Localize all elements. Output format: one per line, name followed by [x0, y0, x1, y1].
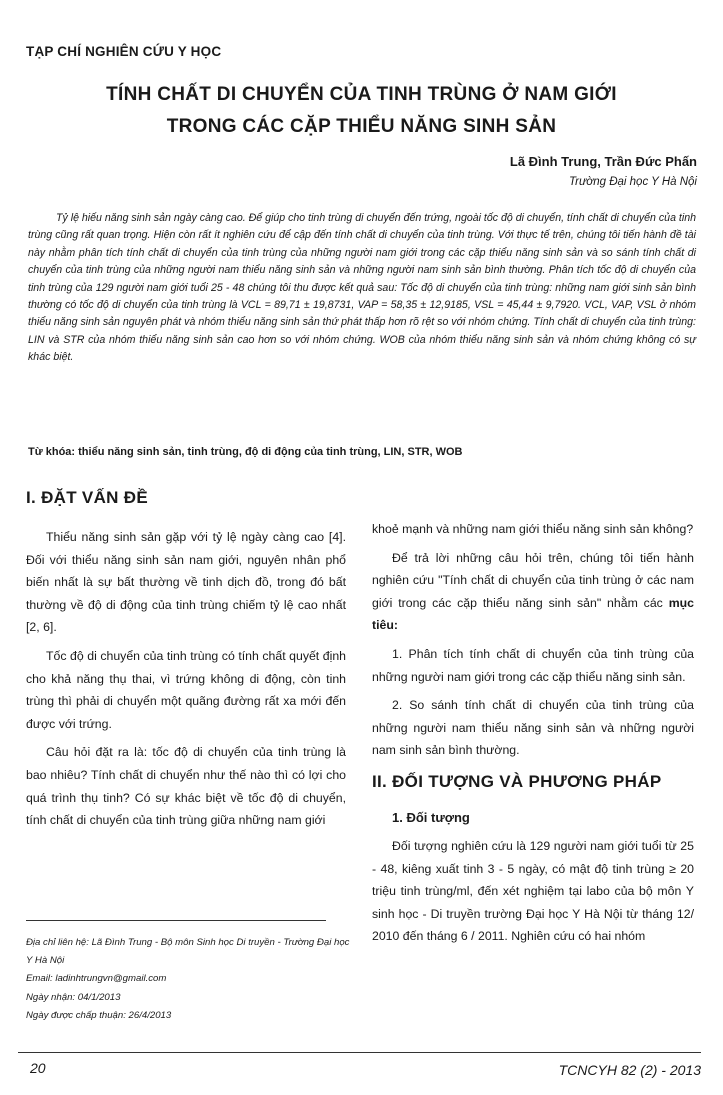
- authors: Lã Đình Trung, Trần Đức Phấn: [509, 154, 697, 169]
- journal-header: TẠP CHÍ NGHIÊN CỨU Y HỌC: [26, 44, 222, 59]
- keywords: Từ khóa: thiểu năng sinh sản, tinh trùng, độ di động của tinh trùng, LIN, STR, WOB: [28, 446, 463, 458]
- subsection-heading: 1. Đối tượng: [392, 809, 470, 825]
- paragraph-objectives: [372, 547, 694, 637]
- paragraph: Tốc độ di chuyển của tinh trùng có tính chất quyết định cho khả năng thụ thai, vì trứng không di động, còn tinh trùng thì phải di chuyển một quãng đường rất xa mới đến được với trứng.: [26, 648, 346, 731]
- objective-item: 1. Phân tích tính chất di chuyển của tinh trùng của những người nam giới trong các cặp thiểu năng sinh sản.: [372, 646, 694, 684]
- objectives-label: mục tiêu:: [372, 595, 694, 633]
- right-column: [372, 518, 694, 954]
- article-title-line-2: TRONG CÁC CẶP THIỂU NĂNG SINH SẢN: [166, 116, 557, 137]
- affiliation: Trường Đại học Y Hà Nội: [568, 176, 697, 188]
- footnote-email: Email: ladinhtrungvn@gmail.com: [26, 973, 167, 985]
- abstract: Tỷ lệ hiếu năng sinh sản ngày càng cao. Để giúp cho tinh trùng di chuyển đến trứng, ngoài tốc độ di chuyển, tính chất di chuyển của tinh trùng cũng rất quan trọng. Hiện còn rất ít nghiên cứu để cập đến tính chất di chuyển của tinh trùng. Với thực tế trên, chúng tôi tiến hành đề tài này nhằm phân tích tính chất di chuyển của tinh trùng của những người nam giới trong các cặp thiểu năng sinh sản và so sánh tính chất di chuyển của tinh trùng của những người nam thiểu năng sinh sản và những người nam sinh sản bình thường. Phân tích tốc độ di chuyển của tinh trùng của 129 người nam giới tuổi 25 - 48 chúng tôi thu được kết quả sau: Tốc độ di chuyển của tinh trùng: những nam giới sinh sản bình thường có tốc độ di chuyển của tinh trùng là VCL = 89,71 ± 19,8731, VAP = 58,35 ± 12,9185, VSL = 45,44 ± 9,7920. VCL, VAP, VSL ở nhóm thiểu năng sinh sản nguyên phát và nhóm thiểu năng sinh sản thứ phát thấp hơn rõ rệt so với nhóm chứng. Tính chất di chuyển của tinh trùng: LIN và STR của nhóm thiểu năng sinh sản cao hơn so với nhóm chứng. WOB của nhóm thiểu năng sinh sản và nhóm chứng không có sự khác biệt.: [28, 212, 696, 364]
- section-heading-introduction: I. ĐẶT VẤN ĐỀ: [26, 488, 148, 507]
- footnote-received: Ngày nhận: 04/1/2013: [26, 991, 121, 1003]
- left-column: [26, 488, 346, 838]
- footnote-divider: [26, 920, 326, 921]
- paragraph: Đối tượng nghiên cứu là 129 người nam giới tuổi từ 25 - 48, kiêng xuất tinh 3 - 5 ngày, có mật độ tinh trùng ≥ 20 triệu tinh trùng/ml, đến xét nghiệm tại labo của bộ môn Y sinh học - Di truyền trường Đại học Y Hà Nội từ tháng 12/ 2010 đến tháng 6 / 2011. Nghiên cứu có hai nhóm: [372, 838, 694, 944]
- footnote-accepted: Ngày được chấp thuận: 26/4/2013: [26, 1009, 172, 1021]
- section-heading-methods: II. ĐỐI TƯỢNG VÀ PHƯƠNG PHÁP: [372, 771, 662, 791]
- objectives-text: Để trả lời những câu hỏi trên, chúng tôi tiến hành nghiên cứu "Tính chất di chuyển của tinh trùng ở các nam giới trong các cặp thiểu năng sinh sản" nhằm các: [372, 550, 694, 610]
- paragraph: khoẻ mạnh và những nam giới thiểu năng sinh sản không?: [372, 522, 694, 536]
- article-title-line-1: TÍNH CHẤT DI CHUYỂN CỦA TINH TRÙNG Ở NAM GIỚI: [106, 84, 617, 105]
- footer-divider: [18, 1052, 701, 1053]
- objective-item: 2. So sánh tính chất di chuyển của tinh trùng của những người nam thiểu năng sinh sản và những người nam sinh sản bình thường.: [372, 698, 694, 758]
- page-number: 20: [30, 1060, 46, 1076]
- footnote-contact: Địa chỉ liên hệ: Lã Đình Trung - Bộ môn Sinh học Di truyền - Trường Đại học Y Hà Nội: [26, 937, 350, 967]
- paragraph: Thiểu năng sinh sản gặp với tỷ lệ ngày càng cao [4]. Đối với thiểu năng sinh sản nam giới, nguyên nhân phổ biến nhất là sự bất thường về tinh dịch đồ, trong đó bất thường về độ di động của tinh trùng chiếm tỷ lệ cao nhất [2, 6].: [26, 530, 346, 635]
- journal-reference: TCNCYH 82 (2) - 2013: [558, 1062, 701, 1078]
- footnote: [26, 934, 356, 1025]
- paragraph: Câu hỏi đặt ra là: tốc độ di chuyển của tinh trùng là bao nhiêu? Tính chất di chuyển như thế nào thì có lợi cho quá trình thụ tinh? Có sự khác biệt về tốc độ di chuyển, tính chất di chuyển của tinh trùng giữa những nam giới: [26, 745, 346, 828]
